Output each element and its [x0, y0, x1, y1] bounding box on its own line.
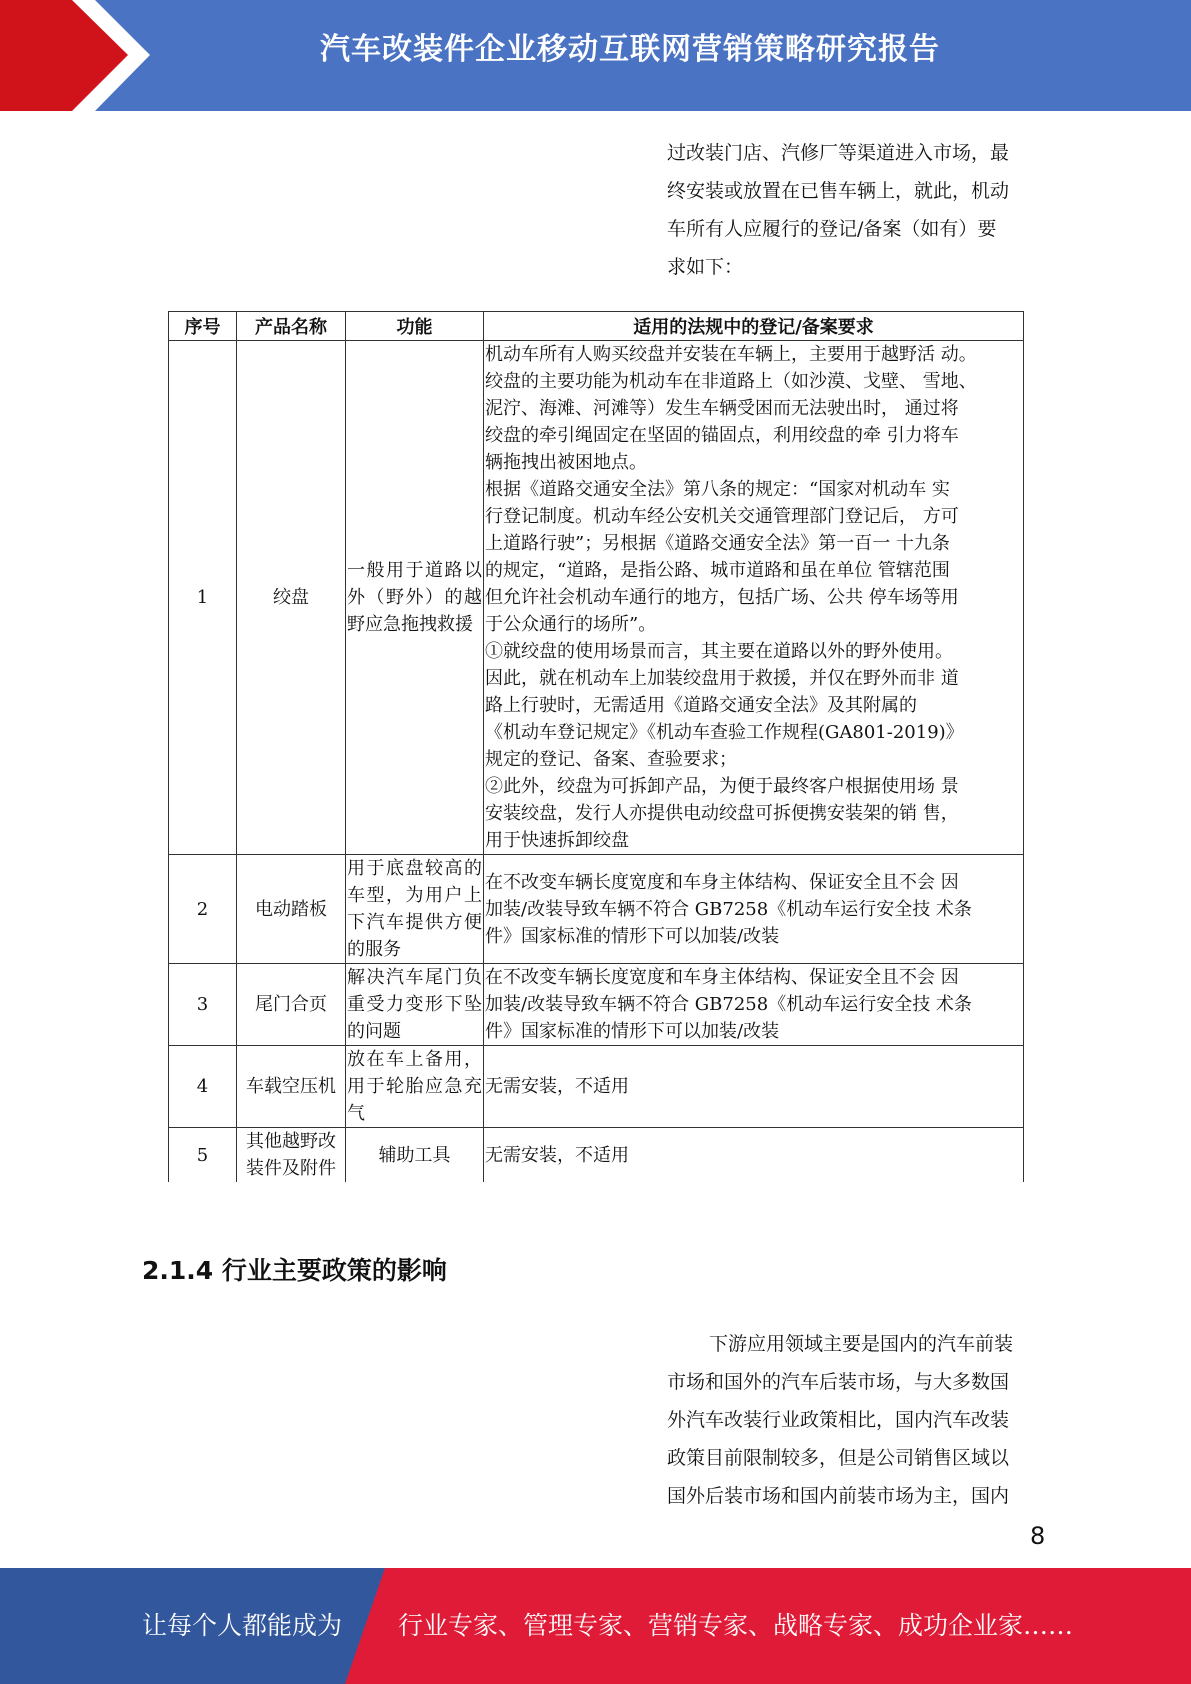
- table-row: [169, 1046, 1024, 1128]
- product-name: 车载空压机: [237, 1046, 346, 1128]
- requirement-text: [484, 1046, 1024, 1128]
- footer-slogan-left: 让每个人都能成为: [142, 1611, 343, 1640]
- registration-requirements-table: [168, 311, 1024, 1182]
- text-line: 加装/改装导致车辆不符合 GB7258《机动车运行安全技 术条: [485, 994, 972, 1015]
- text-line: 无需安装，不适用: [485, 1076, 629, 1097]
- product-function: 一般用于道路以外（野外）的越野应急拖拽救援: [346, 341, 484, 855]
- text-line: 加装/改装导致车辆不符合 GB7258《机动车运行安全技 术条: [485, 898, 972, 920]
- text-line: 在不改变车辆长度宽度和车身主体结构、保证安全且不会 因: [485, 871, 959, 893]
- product-name: 其他越野改装件及附件: [237, 1128, 346, 1183]
- text-line: 绞盘的主要功能为机动车在非道路上（如沙漠、戈壁、 雪地、: [485, 371, 977, 392]
- text-line: 行登记制度。机动车经公安机关交通管理部门登记后， 方可: [485, 506, 959, 527]
- text-line: 下游应用领域主要是国内的汽车前装: [709, 1333, 1014, 1355]
- text-line: 无需安装，不适用: [485, 1144, 629, 1166]
- text-line: 政策目前限制较多，但是公司销售区域以: [667, 1447, 1010, 1469]
- footer-slogan-right: 行业专家、管理专家、营销专家、战略专家、成功企业家……: [398, 1611, 1074, 1640]
- text-line: 在不改变车辆长度宽度和车身主体结构、保证安全且不会 因: [485, 967, 959, 988]
- report-title: 汽车改装件企业移动互联网营销策略研究报告: [320, 32, 940, 67]
- product-function: 用于底盘较高的车型，为用户上下汽车提供方便的服务: [346, 855, 484, 964]
- text-line: 件》国家标准的情形下可以加装/改装: [485, 925, 780, 947]
- text-line: 于公众通行的场所”。: [485, 614, 657, 635]
- table-row: [169, 964, 1024, 1046]
- column-header-product: 产品名称: [237, 312, 346, 341]
- row-number: 4: [169, 1046, 237, 1128]
- requirement-text: [484, 964, 1024, 1046]
- text-line: 用于快速拆卸绞盘: [485, 830, 629, 851]
- text-line: 的规定，“道路，是指公路、城市道路和虽在单位 管辖范围: [485, 560, 950, 581]
- text-line: 上道路行驶”；另根据《道路交通安全法》第一百一 十九条: [485, 533, 950, 554]
- table-row: [169, 855, 1024, 964]
- requirement-text: [484, 855, 1024, 964]
- text-line: 过改装门店、汽修厂等渠道进入市场，最: [667, 142, 1010, 164]
- product-name: 绞盘: [237, 341, 346, 855]
- text-line: 机动车所有人购买绞盘并安装在车辆上，主要用于越野活 动。: [485, 344, 977, 365]
- body-paragraph: [667, 1325, 1047, 1515]
- table-row: [169, 1128, 1024, 1183]
- text-line: 辆拖拽出被困地点。: [485, 452, 647, 473]
- requirement-text: [484, 1128, 1024, 1183]
- product-function: 解决汽车尾门负重受力变形下坠的问题: [346, 964, 484, 1046]
- column-header-function: 功能: [346, 312, 484, 341]
- table-header-row: [169, 312, 1024, 341]
- requirement-text: [484, 341, 1024, 855]
- text-line: 终安装或放置在已售车辆上，就此，机动: [667, 180, 1010, 202]
- page-header: [0, 0, 1191, 111]
- text-line: 泥泞、海滩、河滩等）发生车辆受困而无法驶出时， 通过将: [485, 398, 959, 419]
- text-line: 绞盘的牵引绳固定在坚固的锚固点，利用绞盘的牵 引力将车: [485, 425, 959, 446]
- text-line: 规定的登记、备案、查验要求；: [485, 749, 737, 770]
- row-number: 1: [169, 341, 237, 855]
- page-footer: [0, 1568, 1191, 1684]
- text-line: 但允许社会机动车通行的地方，包括广场、公共 停车场等用: [485, 587, 959, 608]
- text-line: 国外后装市场和国内前装市场为主，国内: [667, 1485, 1010, 1507]
- column-header-requirement: 适用的法规中的登记/备案要求: [484, 312, 1024, 341]
- text-line: 《机动车登记规定》《机动车查验工作规程(GA801-2019)》: [485, 722, 964, 743]
- text-line: 市场和国外的汽车后装市场，与大多数国: [667, 1371, 1010, 1393]
- text-line: 求如下：: [667, 256, 744, 278]
- text-line: 因此，就在机动车上加装绞盘用于救援，并仅在野外而非 道: [485, 668, 959, 689]
- text-line: 外汽车改装行业政策相比，国内汽车改装: [667, 1409, 1010, 1431]
- product-function: 辅助工具: [346, 1128, 484, 1183]
- text-line: ②此外，绞盘为可拆卸产品，为便于最终客户根据使用场 景: [485, 776, 959, 797]
- text-line: 路上行驶时，无需适用《道路交通安全法》及其附属的: [485, 695, 917, 716]
- column-header-no: 序号: [169, 312, 237, 341]
- text-line: 件》国家标准的情形下可以加装/改装: [485, 1021, 780, 1042]
- product-function: 放在车上备用，用于轮胎应急充气: [346, 1046, 484, 1128]
- row-number: 2: [169, 855, 237, 964]
- product-name: 尾门合页: [237, 964, 346, 1046]
- text-line: 安装绞盘，发行人亦提供电动绞盘可拆便携安装架的销 售，: [485, 803, 959, 824]
- product-name: 电动踏板: [237, 855, 346, 964]
- section-heading: 2.1.4 行业主要政策的影响: [142, 1256, 447, 1285]
- row-number: 5: [169, 1128, 237, 1183]
- text-line: 车所有人应履行的登记/备案（如有）要: [667, 218, 997, 240]
- intro-paragraph: [667, 134, 1047, 286]
- page-number: 8: [1030, 1522, 1046, 1550]
- table-row: [169, 341, 1024, 855]
- row-number: 3: [169, 964, 237, 1046]
- text-line: 根据《道路交通安全法》第八条的规定：“国家对机动车 实: [485, 479, 950, 500]
- text-line: ①就绞盘的使用场景而言，其主要在道路以外的野外使用。: [485, 641, 953, 662]
